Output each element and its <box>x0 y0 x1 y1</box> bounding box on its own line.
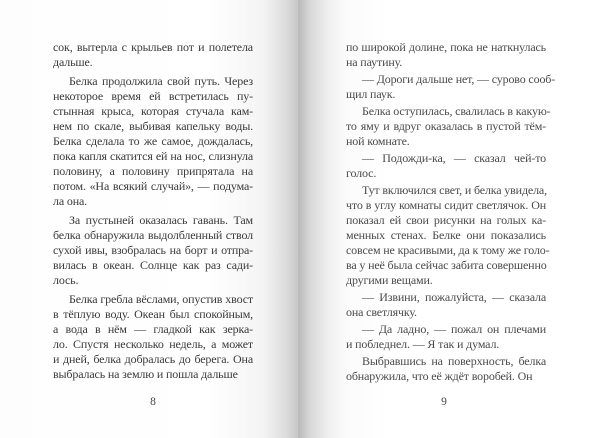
text-line: За пустыней оказалась гавань. Там <box>69 213 253 227</box>
text-line: стынная крыса, которая стучала кам- <box>53 104 253 118</box>
left-page <box>0 0 298 438</box>
text-line: по широкой долине, пока не наткнулась <box>346 40 546 54</box>
paragraph <box>53 292 253 382</box>
text-line: Белка продолжила свой путь. Через <box>69 74 253 88</box>
text-line: потом. «На всякий случай», — подума- <box>53 179 253 193</box>
right-page <box>298 0 600 438</box>
text-line: сок, вытерла с крыльев пот и полетела <box>53 40 253 54</box>
text-line: она светлячку. <box>346 305 417 319</box>
text-line: щил паук. <box>346 87 396 101</box>
paragraph <box>346 322 546 352</box>
text-line: половину, а половину припрятала на <box>53 164 253 178</box>
page-number: 9 <box>441 396 447 408</box>
text-line: лось. <box>53 273 79 287</box>
text-line: — Да ладно, — пожал он плечами <box>362 322 546 336</box>
paragraph <box>346 40 546 70</box>
text-line: менных стенах. Белке они показались <box>346 228 546 242</box>
text-line: — Извини, пожалуйста, — сказала <box>362 290 546 304</box>
page-text <box>53 40 253 386</box>
text-line: в тёплую воду. Океан был спокойным, <box>53 307 253 321</box>
text-line: Белка оступилась, свалилась в какую- <box>362 104 551 118</box>
text-line: некоторое время ей встретилась пу- <box>53 89 253 103</box>
text-line: на паутину. <box>346 55 403 69</box>
text-line: пока капля скатится ей на нос, слизнула <box>53 149 253 163</box>
text-line: обнаружила, что её ждёт воробей. Он <box>346 369 533 383</box>
text-line: совсем не красивыми, да к тому же голо- <box>346 243 550 257</box>
paragraph <box>346 72 556 102</box>
text-line: вилась в океан. Солнце как раз сади- <box>53 258 253 272</box>
paragraph <box>346 104 551 149</box>
text-line: и побледнел. — Я так и думал. <box>346 337 500 351</box>
text-line: то яму и вдруг оказалась в пустой тём- <box>346 119 546 133</box>
paragraph <box>53 213 253 288</box>
text-line: — Подожди-ка, — сказал чей-то <box>362 151 546 165</box>
text-line: другими вещами. <box>346 273 433 287</box>
page-number: 8 <box>150 396 156 408</box>
text-line: ва у неё была сейчас забита совершенно <box>346 258 547 272</box>
text-line: ло. Спустя несколько недель, а может <box>53 337 253 351</box>
paragraph <box>346 290 546 320</box>
text-line: нем по скале, выбивая капельку воды. <box>53 119 253 133</box>
paragraph <box>346 151 546 181</box>
text-line: показал ей свои рисунки на голых ка- <box>346 213 546 227</box>
text-line: Белка гребла вёслами, опустив хвост <box>69 292 253 306</box>
text-line: ной комнате. <box>346 134 410 148</box>
text-line: Тут включился свет, и белка увидела, <box>362 183 547 197</box>
text-line: сухой ивы, взобралась на борт и отпра- <box>53 243 253 257</box>
paragraph <box>53 74 253 209</box>
page-text <box>346 40 556 386</box>
paragraph <box>53 40 253 70</box>
text-line: дальше. <box>53 55 93 69</box>
text-line: и дней, белка добралась до берега. Она <box>53 352 253 366</box>
text-line: что в углу комнаты сидит светлячок. Он <box>346 198 546 212</box>
paragraph <box>346 354 546 384</box>
paragraph <box>346 183 550 288</box>
text-line: белка обнаружила выдолбленный ствол <box>53 228 253 242</box>
text-line: Белка сделала то же самое, дождалась, <box>53 134 253 148</box>
text-line: — Дороги дальше нет, — сурово сооб- <box>362 72 556 86</box>
text-line: голос. <box>346 166 377 180</box>
text-line: выбралась на землю и пошла дальше <box>53 367 238 381</box>
text-line: Выбравшись на поверхность, белка <box>362 354 546 368</box>
text-line: ла она. <box>53 194 88 208</box>
text-line: а вода в нём — гладкой как зерка- <box>53 322 253 336</box>
